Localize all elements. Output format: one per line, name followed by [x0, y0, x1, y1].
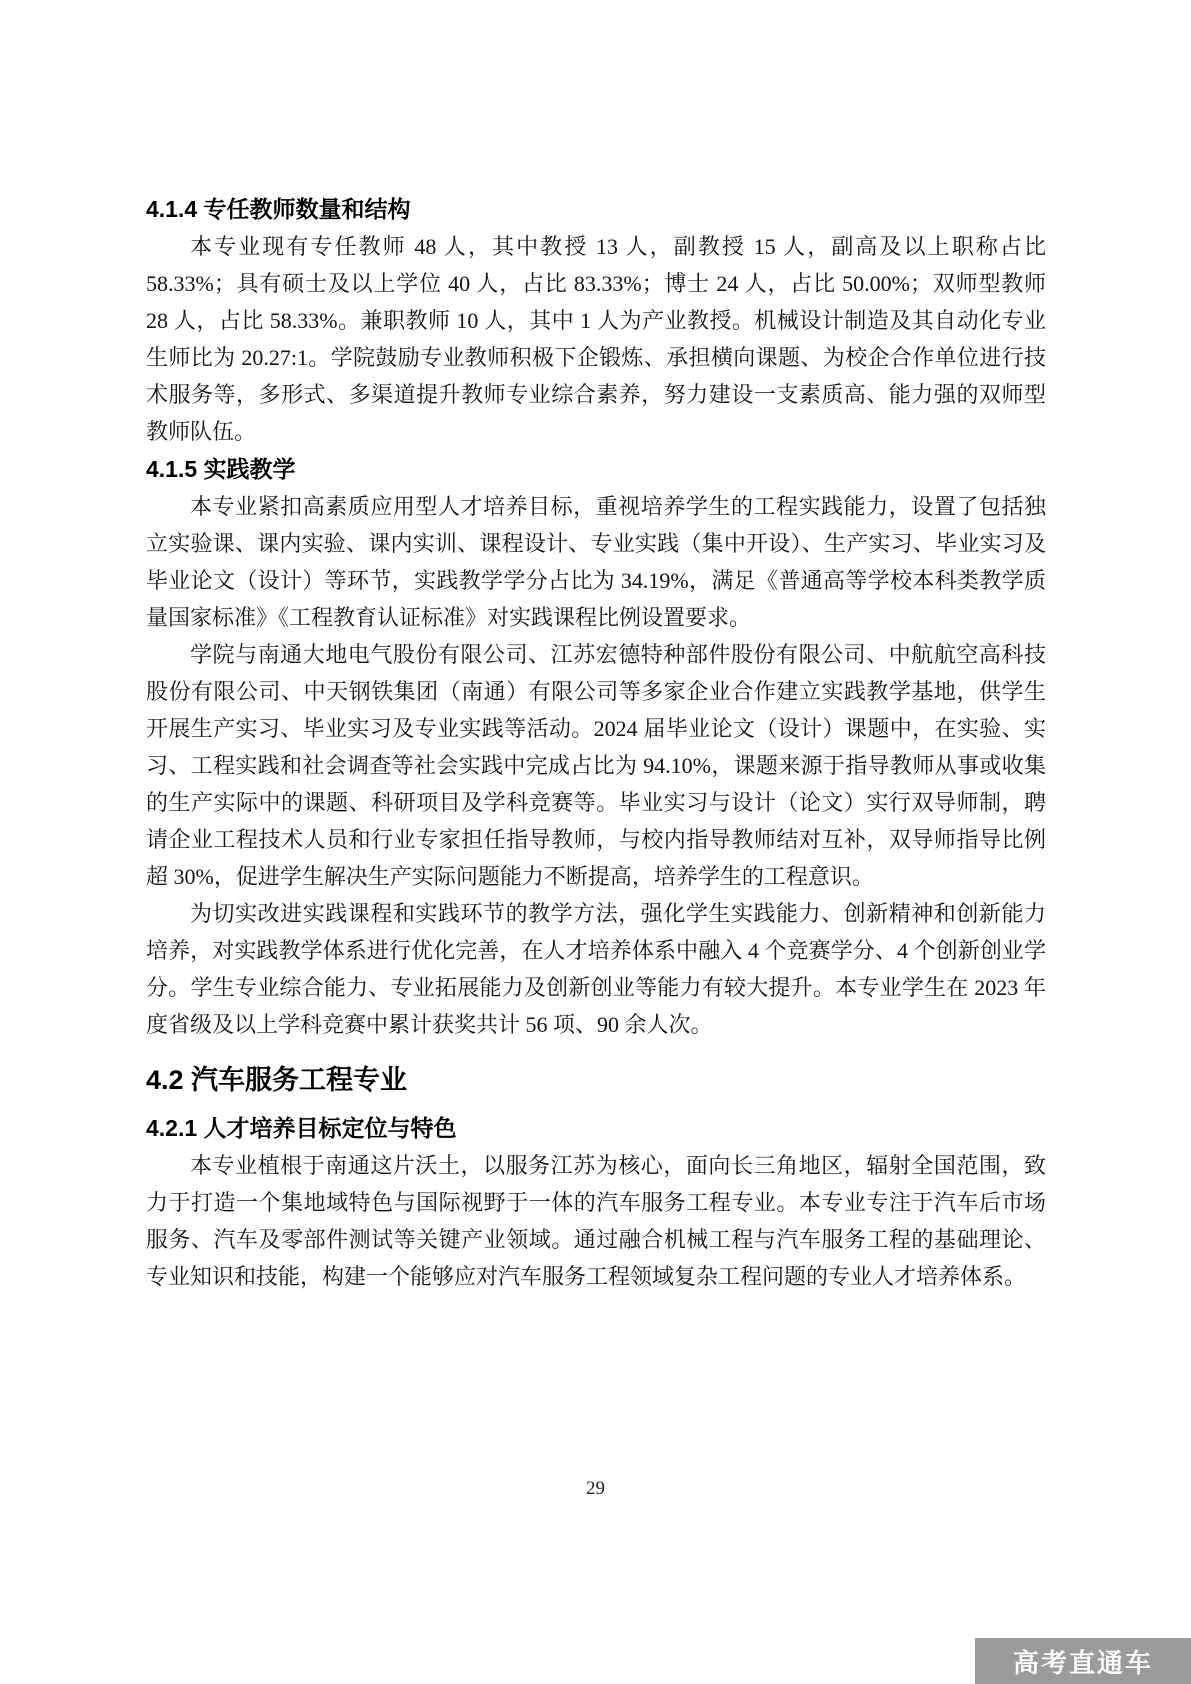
- page-content: [146, 190, 1046, 1295]
- page-number: 29: [586, 1478, 605, 1499]
- paragraph-enterprise-cooperation: 学院与南通大地电气股份有限公司、江苏宏德特种部件股份有限公司、中航航空高科技股份有限公司、中天钢铁集团（南通）有限公司等多家企业合作建立实践教学基地，供学生开展生产实习、毕业实习及专业实践等活动。2024 届毕业论文（设计）课题中，在实验、实习、工程实践和社会调查等社会实践中完成占比为 94.10%，课题来源于指导教师从事或收集的生产实际中的课题、科研项目及学科竞赛等。毕业实习与设计（论文）实行双导师制，聘请企业工程技术人员和行业专家担任指导教师，与校内指导教师结对互补，双导师指导比例超 30%，促进学生解决生产实际问题能力不断提高，培养学生的工程意识。: [146, 642, 1046, 889]
- paragraph-faculty-stats: 本专业现有专任教师 48 人，其中教授 13 人，副教授 15 人，副高及以上职称占比 58.33%；具有硕士及以上学位 40 人，占比 83.33%；博士 24 人，占比 50.00%；双师型教师 28 人，占比 58.33%。兼职教师 10 人，其中 1 人为产业教授。机械设计制造及其自动化专业生师比为 20.27:1。学院鼓励专业教师积极下企锻炼、承担横向课题、为校企合作单位进行技术服务等，多形式、多渠道提升教师专业综合素养，努力建设一支素质高、能力强的双师型教师队伍。: [146, 234, 1046, 444]
- paragraph-practice-improvement: 为切实改进实践课程和实践环节的教学方法，强化学生实践能力、创新精神和创新能力培养，对实践教学体系进行优化完善，在人才培养体系中融入 4 个竞赛学分、4 个创新创业学分。学生专业综合能力、专业拓展能力及创新创业等能力有较大提升。本专业学生在 2023 年度省级及以上学科竞赛中累计获奖共计 56 项、90 余人次。: [146, 901, 1046, 1037]
- watermark-badge: 高考直通车: [975, 1638, 1191, 1684]
- section-heading-4-2: 4.2 汽车服务工程专业: [146, 1065, 408, 1095]
- paragraph-practice-teaching-overview: 本专业紧扣高素质应用型人才培养目标，重视培养学生的工程实践能力，设置了包括独立实验课、课内实验、课内实训、课程设计、专业实践（集中开设）、生产实习、毕业实习及毕业论文（设计）等环节，实践教学学分占比为 34.19%，满足《普通高等学校本科类教学质量国家标准》《工程教育认证标准》对实践课程比例设置要求。: [146, 494, 1046, 630]
- paragraph-auto-service-intro: 本专业植根于南通这片沃土，以服务江苏为核心，面向长三角地区，辐射全国范围，致力于打造一个集地域特色与国际视野于一体的汽车服务工程专业。本专业专注于汽车后市场服务、汽车及零部件测试等关键产业领域。通过融合机械工程与汽车服务工程的基础理论、专业知识和技能，构建一个能够应对汽车服务工程领域复杂工程问题的专业人才培养体系。: [146, 1153, 1046, 1289]
- section-heading-4-1-4: 4.1.4 专任教师数量和结构: [146, 196, 411, 222]
- section-heading-4-2-1: 4.2.1 人才培养目标定位与特色: [146, 1115, 457, 1141]
- section-heading-4-1-5: 4.1.5 实践教学: [146, 456, 296, 482]
